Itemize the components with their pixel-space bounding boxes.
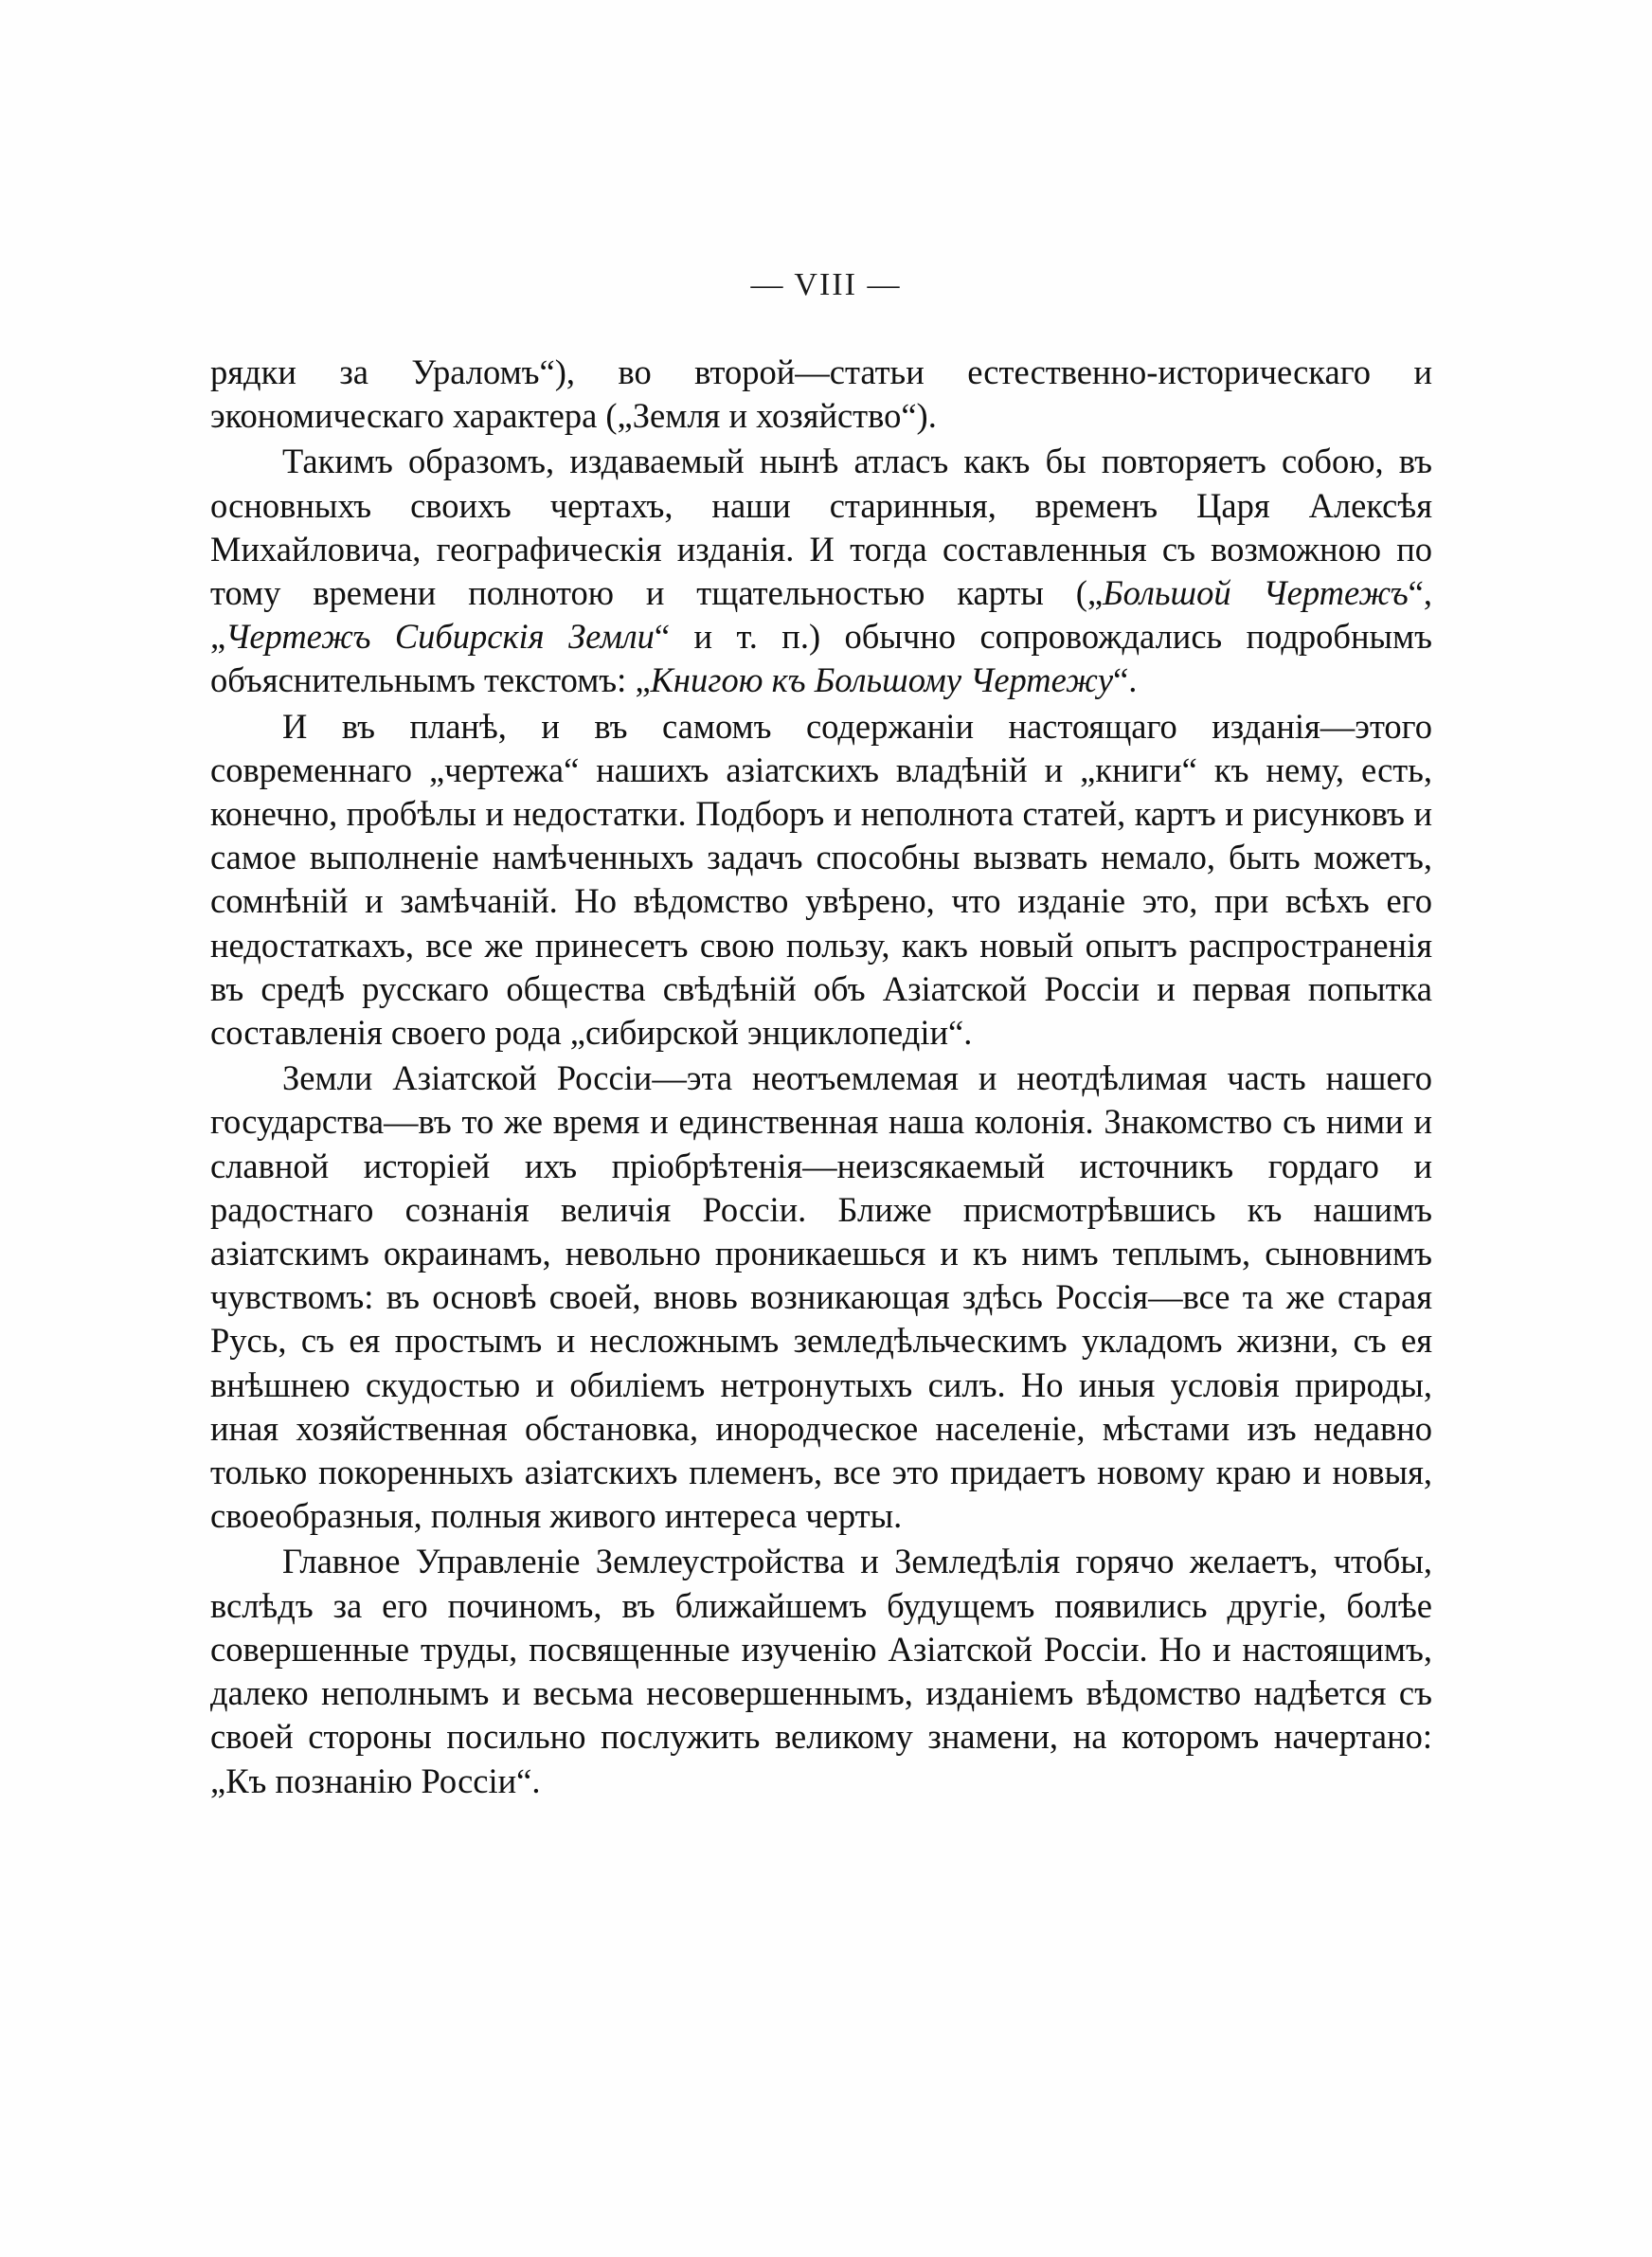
book-title-italic: Большой Чертежъ xyxy=(1103,573,1409,613)
text-span: Такимъ образомъ, издаваемый нынѣ атласъ какъ бы повторяетъ собою, въ основныхъ своихъ чертахъ, наши старинныя, временъ Царя Алексѣя Михайловича, географическія изданія. И тогда составленныя съ возможною по тому времени полнотою и тщательностью карты („ xyxy=(210,442,1432,613)
page-number: — VIII — xyxy=(750,267,902,302)
body-text xyxy=(210,351,1432,1803)
text-span: Земли Азіатской Россіи—эта неотъемлемая и неотдѣлимая часть нашего государства—въ то же время и единственная наша колонія. Знакомство съ ними и славной исторіей ихъ пріобрѣтенія—неизсякаемый источникъ гордаго и радостнаго сознанія величія Россіи. Ближе присмотрѣвшись къ нашимъ азіатскимъ окраинамъ, невольно проникаешься и къ нимъ теплымъ, сыновнимъ чувствомъ: въ основѣ своей, вновь возникающая здѣсь Россія—все та же старая Русь, съ ея простымъ и несложнымъ земледѣльческимъ укладомъ жизни, съ ея внѣшнею скудостью и обиліемъ нетронутыхъ силъ. Но иныя условія природы, иная хозяйственная обстановка, инородческое населеніе, мѣстами изъ недавно только покоренныхъ азіатскихъ племенъ, все это придаетъ новому краю и новыя, своеобразныя, полныя живого интереса черты. xyxy=(210,1058,1432,1536)
paragraph-continuation xyxy=(210,351,1432,438)
paragraph-shortcomings xyxy=(210,705,1432,1056)
text-span: рядки за Ураломъ“), во второй—статьи естественно-историческаго и экономическаго характера („Земля и хозяйство“). xyxy=(210,352,1432,436)
text-span: “. xyxy=(1113,660,1138,700)
text-span: И въ планѣ, и въ самомъ содержаніи настоящаго изданія—этого современнаго „чертежа“ нашихъ азіатскихъ владѣній и „книги“ къ нему, есть, конечно, пробѣлы и недостатки. Подборъ и неполнота статей, картъ и рисунковъ и самое выполненіе намѣченныхъ задачъ способны вызвать немало, быть можетъ, сомнѣній и замѣчаній. Но вѣдомство увѣрено, что изданіе это, при всѣхъ его недостаткахъ, все же принесетъ свою пользу, какъ новый опытъ распространенія въ средѣ русскаго общества свѣдѣній объ Азіатской Россіи и первая попытка составленія своего рода „сибирской энциклопедіи“. xyxy=(210,706,1432,1053)
text-span: “, „ xyxy=(210,573,1432,657)
book-title-italic: Чертежъ Сибирскія Земли xyxy=(225,617,655,657)
paragraph-atlas-history xyxy=(210,440,1432,702)
text-span: Главное Управленіе Землеустройства и Земледѣлія горячо желаетъ, чтобы, вслѣдъ за его починомъ, въ ближайшемъ будущемъ появились другіе, болѣе совершенные труды, посвященные изученію Азіатской Россіи. Но и настоящимъ, далеко неполнымъ и весьма несовершеннымъ, изданіемъ вѣдомство надѣется съ своей стороны посильно послужить великому знамени, на которомъ начертано: „Къ познанію Россіи“. xyxy=(210,1542,1432,1800)
text-span: “ и т. п.) обычно сопровождались подробнымъ объяснительнымъ текстомъ: „ xyxy=(210,617,1433,700)
book-title-italic: Книгою къ Большому Чертежу xyxy=(650,660,1114,700)
paragraph-asian-russia xyxy=(210,1056,1432,1538)
paragraph-conclusion xyxy=(210,1540,1432,1802)
